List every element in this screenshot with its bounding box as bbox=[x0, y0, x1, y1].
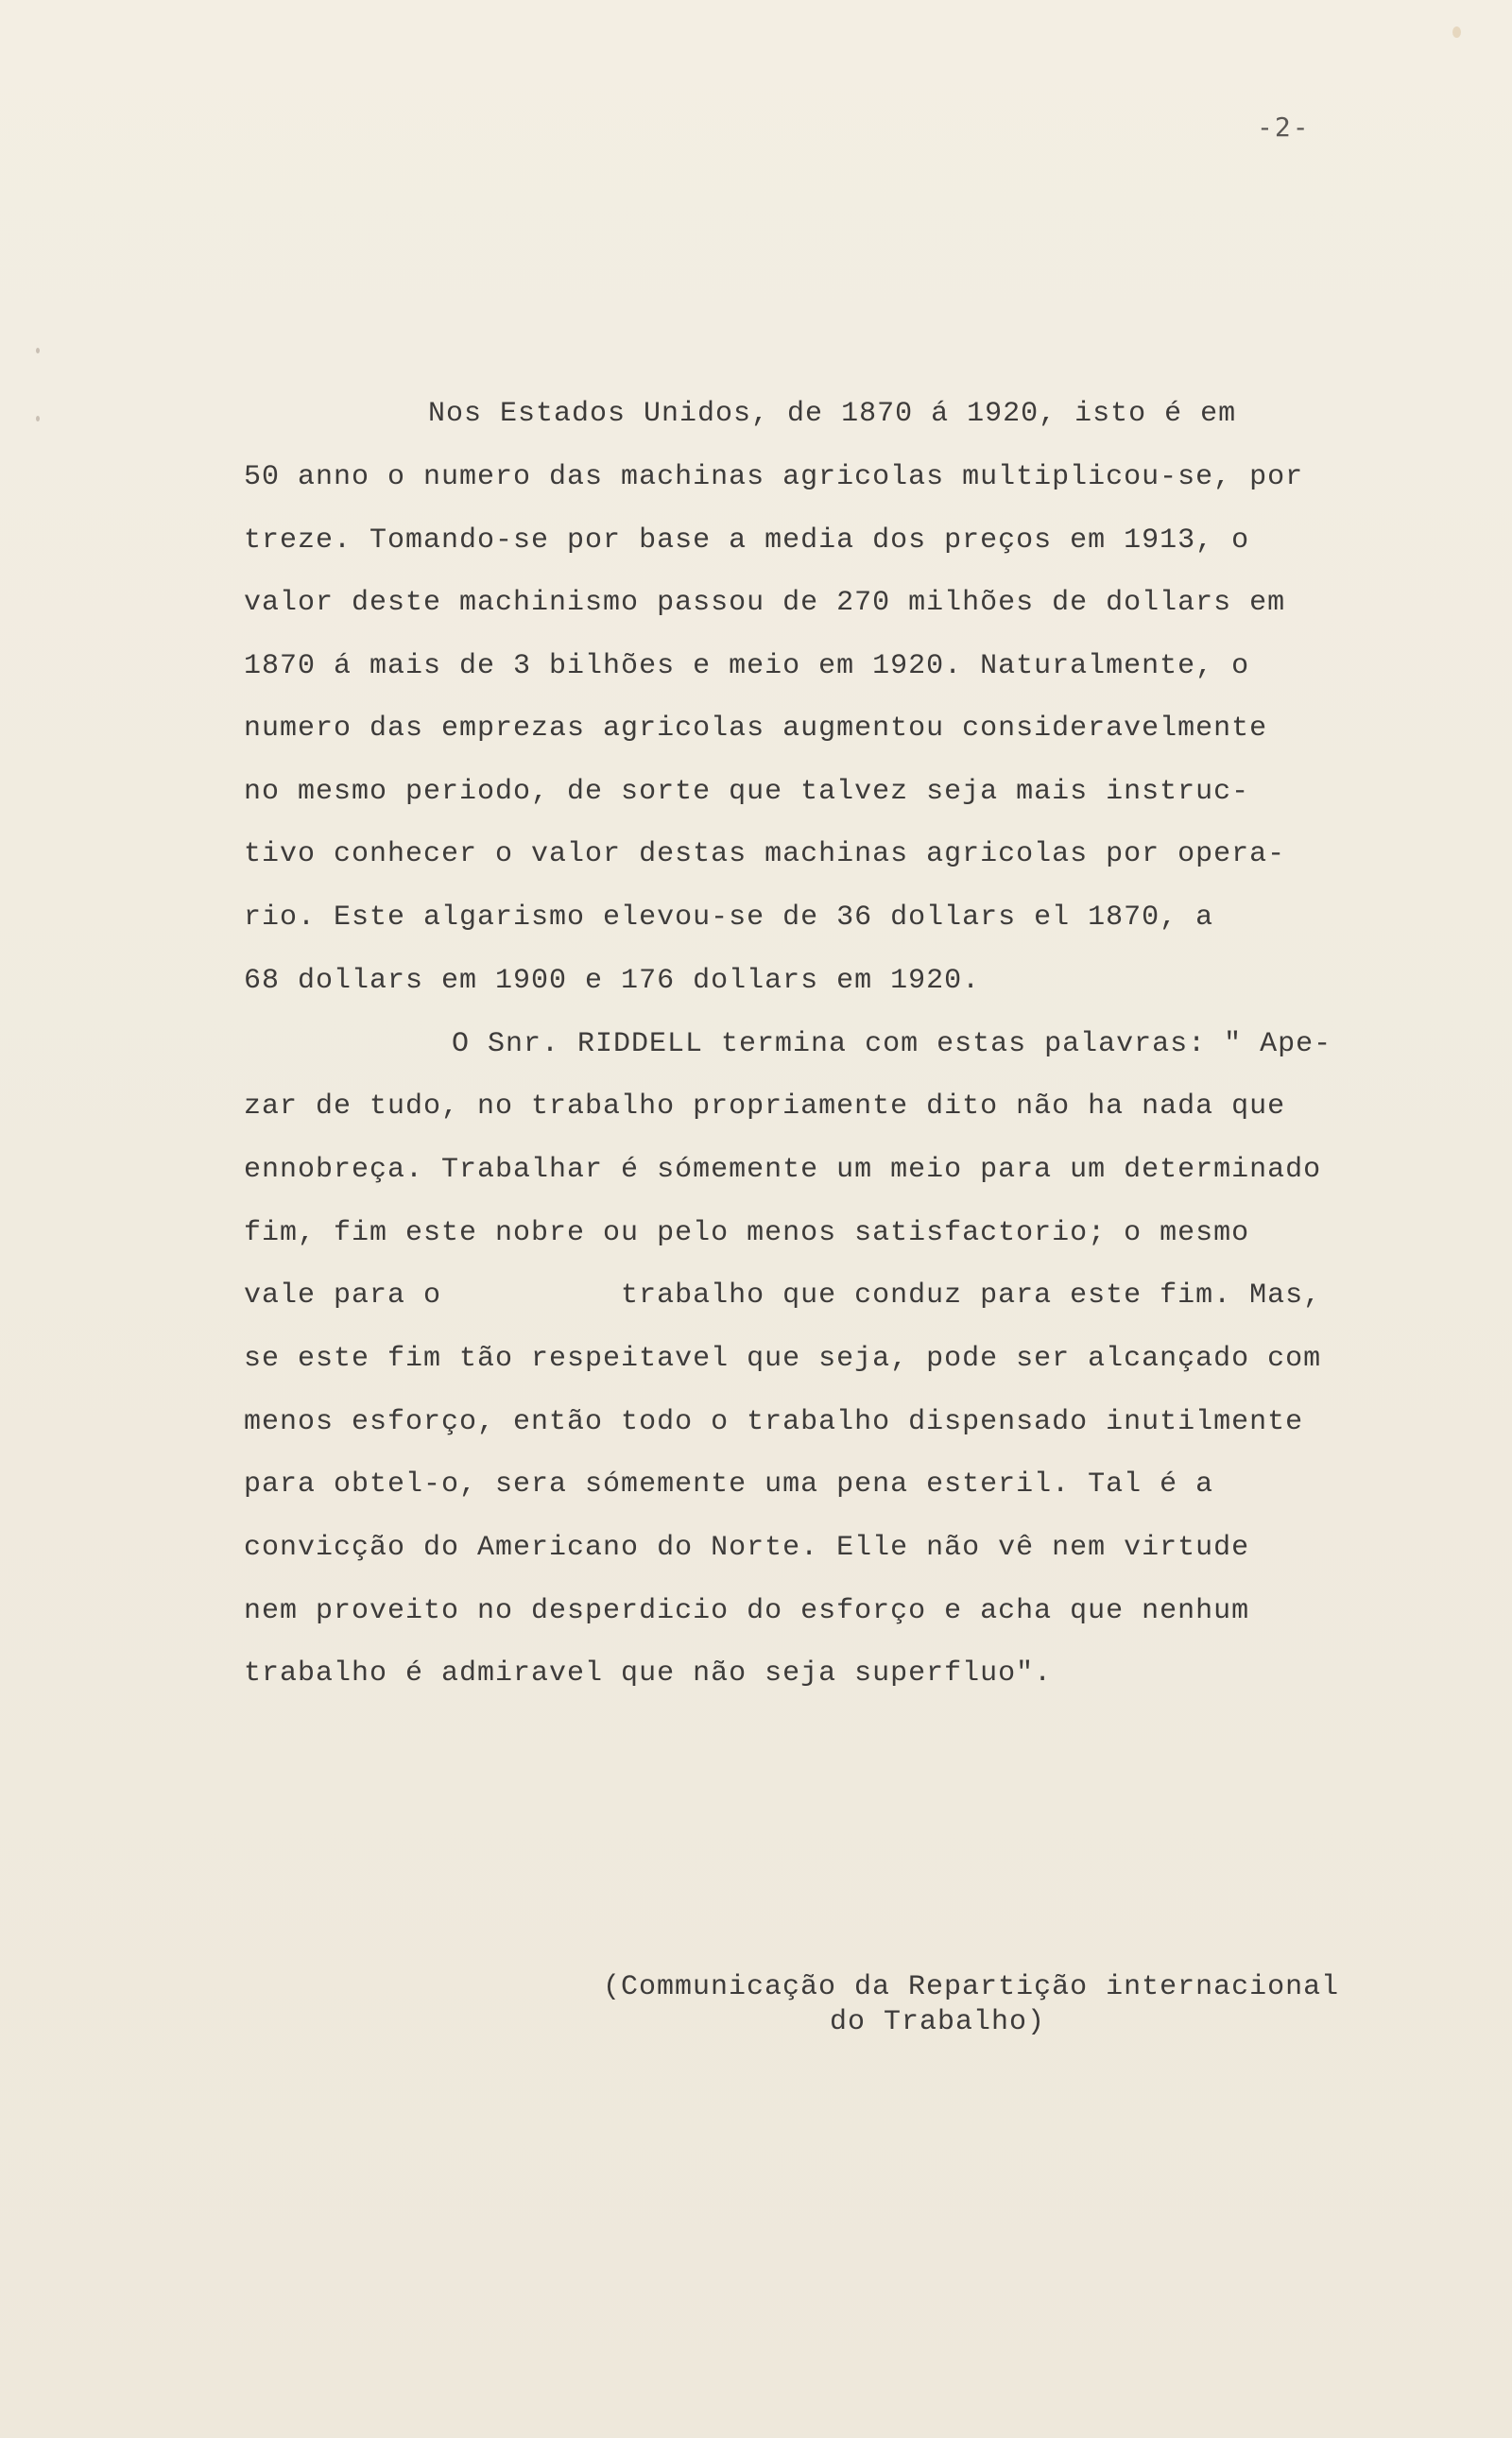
paragraph-line: Nos Estados Unidos, de 1870 á 1920, isto é em bbox=[428, 398, 1237, 430]
paragraph-line: no mesmo periodo, de sorte que talvez seja mais instruc- bbox=[244, 776, 1250, 808]
paragraph-line: nem proveito no desperdicio do esforço e acha que nenhum bbox=[244, 1595, 1250, 1627]
attribution-line: (Communicação da Repartição internacional bbox=[603, 1971, 1340, 2003]
paragraph-line: ennobreça. Trabalhar é sómemente um meio para um determinado bbox=[244, 1154, 1322, 1186]
paragraph-line: 50 anno o numero das machinas agricolas multiplicou-se, por bbox=[244, 461, 1304, 493]
paragraph-line: numero das emprezas agricolas augmentou consideravelmente bbox=[244, 713, 1268, 745]
paragraph-line: 68 dollars em 1900 e 176 dollars em 1920. bbox=[244, 965, 981, 997]
paragraph-line: convicção do Americano do Norte. Elle não vê nem virtude bbox=[244, 1532, 1250, 1564]
paragraph-line: trabalho é admiravel que não seja superfluo". bbox=[244, 1657, 1053, 1690]
page-number: -2- bbox=[1257, 112, 1311, 143]
paragraph-line: se este fim tão respeitavel que seja, pode ser alcançado com bbox=[244, 1343, 1322, 1375]
paragraph-line: para obtel-o, sera sómemente uma pena esteril. Tal é a bbox=[244, 1468, 1214, 1501]
paragraph-line: menos esforço, então todo o trabalho dispensado inutilmente bbox=[244, 1406, 1304, 1438]
paper-speck bbox=[36, 348, 40, 353]
attribution-line: do Trabalho) bbox=[830, 2006, 1046, 2038]
paragraph-line: O Snr. RIDDELL termina com estas palavras: " Ape- bbox=[452, 1028, 1332, 1060]
paragraph-line: treze. Tomando-se por base a media dos preços em 1913, o bbox=[244, 524, 1250, 557]
paragraph-line: zar de tudo, no trabalho propriamente dito não ha nada que bbox=[244, 1090, 1286, 1123]
paragraph-line: tivo conhecer o valor destas machinas agricolas por opera- bbox=[244, 838, 1286, 870]
paragraph-line: valor deste machinismo passou de 270 milhões de dollars em bbox=[244, 587, 1286, 619]
paper-speck bbox=[36, 416, 40, 421]
paragraph-line: rio. Este algarismo elevou-se de 36 dollars el 1870, a bbox=[244, 901, 1214, 934]
paragraph-line: 1870 á mais de 3 bilhões e meio em 1920. Naturalmente, o bbox=[244, 650, 1250, 682]
paragraph-line: vale para o trabalho que conduz para este fim. Mas, bbox=[244, 1279, 1322, 1312]
paragraph-line: fim, fim este nobre ou pelo menos satisfactorio; o mesmo bbox=[244, 1217, 1250, 1249]
paper-speck bbox=[1452, 26, 1461, 38]
